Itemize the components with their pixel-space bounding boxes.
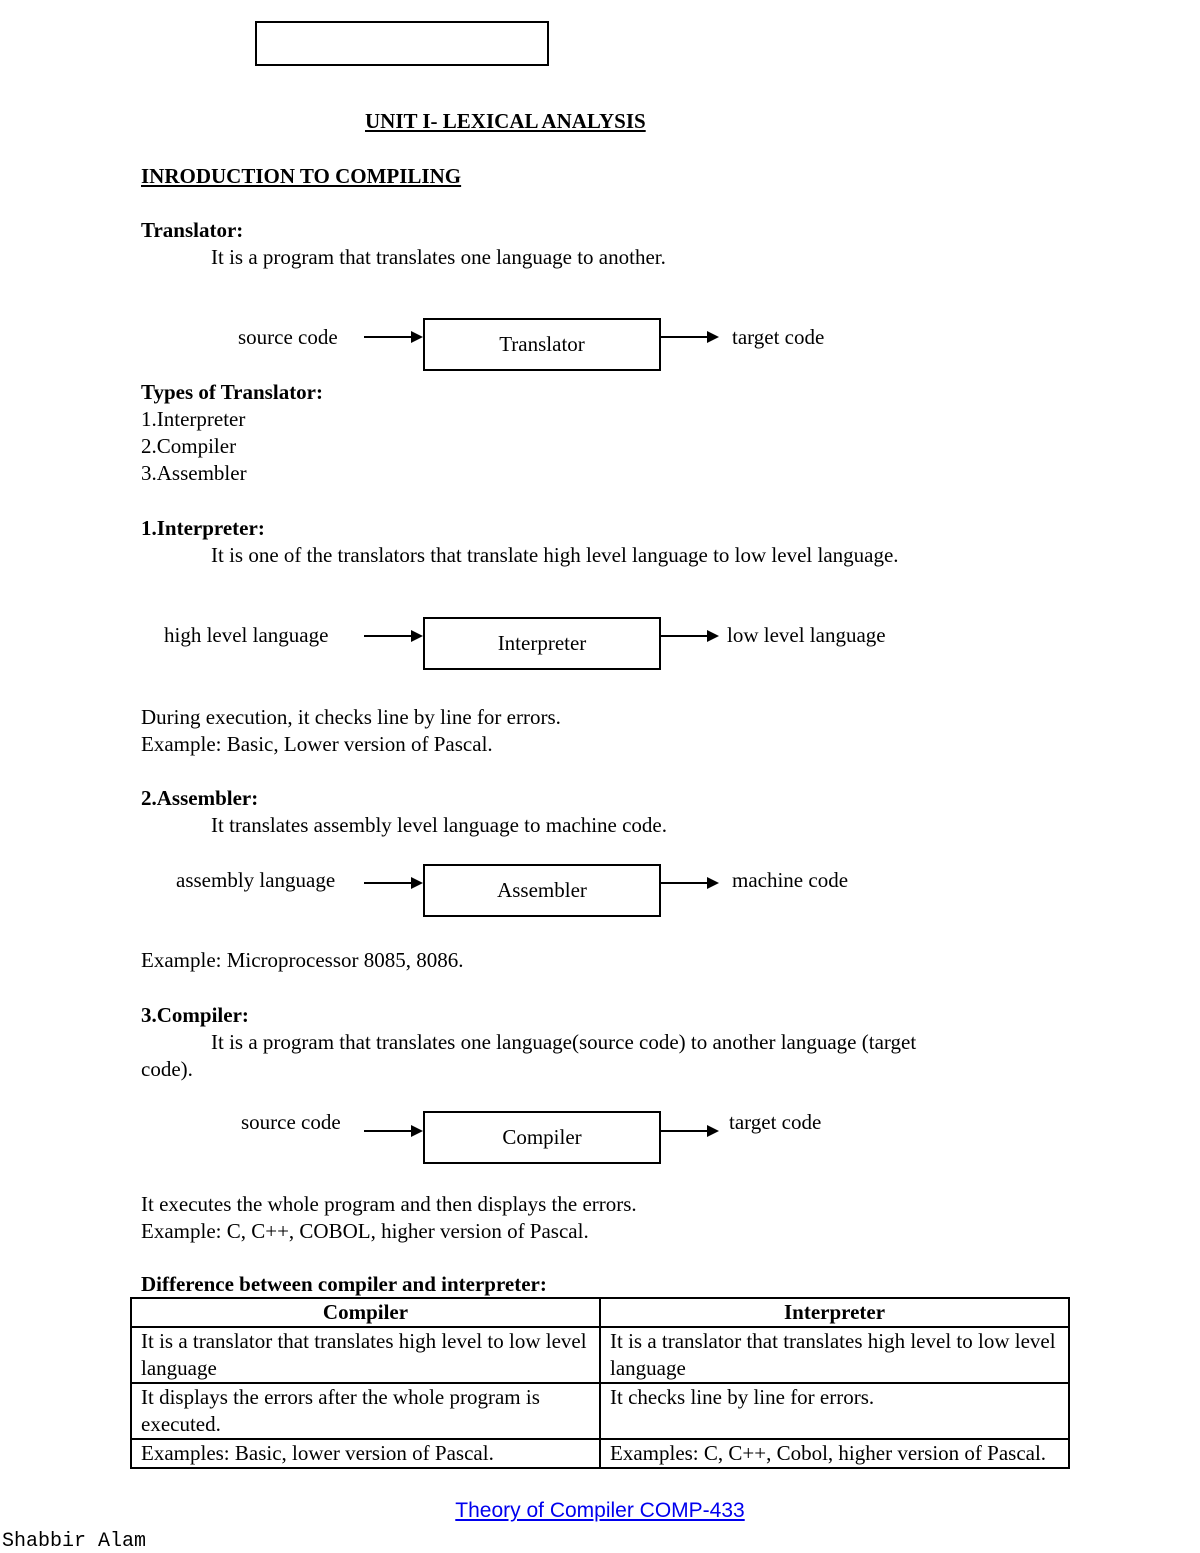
- header-blank-box: [255, 21, 549, 66]
- compiler-box: Compiler: [423, 1111, 661, 1164]
- types-item: 2.Compiler: [141, 434, 237, 458]
- unit-title: UNIT I- LEXICAL ANALYSIS: [365, 109, 646, 133]
- arrow-head: [411, 331, 423, 343]
- table-header-row: [131, 1298, 1069, 1327]
- arrow-head: [707, 630, 719, 642]
- table-row: [131, 1439, 1069, 1468]
- compiler-example: Example: C, C++, COBOL, higher version of Pascal.: [141, 1219, 589, 1243]
- arrow-line: [660, 635, 708, 637]
- arrow-line: [660, 882, 708, 884]
- interpreter-box: Interpreter: [423, 617, 661, 670]
- types-item: 3.Assembler: [141, 461, 247, 485]
- arrow-head: [707, 331, 719, 343]
- column-header-interpreter: Interpreter: [600, 1298, 1069, 1327]
- arrow-line: [364, 336, 412, 338]
- arrow-head: [411, 1125, 423, 1137]
- compiler-definition-continued: code).: [141, 1057, 193, 1081]
- translator-box: Translator: [423, 318, 661, 371]
- compiler-definition: It is a program that translates one language(source code) to another language (target: [211, 1030, 917, 1054]
- translator-definition: It is a program that translates one language to another.: [211, 245, 666, 269]
- interpreter-note: During execution, it checks line by line for errors.: [141, 705, 561, 729]
- types-heading: Types of Translator:: [141, 380, 323, 404]
- table-cell: Examples: C, C++, Cobol, higher version of Pascal.: [600, 1439, 1069, 1468]
- author-name: Shabbir Alam: [2, 1530, 147, 1553]
- assembler-box: Assembler: [423, 864, 661, 917]
- diagram-output-label: machine code: [732, 868, 849, 892]
- diagram-output-label: target code: [732, 325, 825, 349]
- arrow-head: [707, 877, 719, 889]
- diagram-output-label: target code: [729, 1110, 822, 1134]
- assembler-definition: It translates assembly level language to machine code.: [211, 813, 668, 837]
- arrow-head: [411, 630, 423, 642]
- interpreter-definition: It is one of the translators that translate high level language to low level language.: [211, 543, 899, 567]
- arrow-line: [660, 336, 708, 338]
- interpreter-heading: 1.Interpreter:: [141, 516, 265, 540]
- arrow-line: [660, 1130, 708, 1132]
- course-link[interactable]: Theory of Compiler COMP-433: [455, 1499, 745, 1522]
- table-row: [131, 1383, 1069, 1439]
- arrow-line: [364, 882, 412, 884]
- section-title: INRODUCTION TO COMPILING: [141, 164, 462, 188]
- diagram-output-label: low level language: [727, 623, 886, 647]
- arrow-line: [364, 1130, 412, 1132]
- difference-heading: Difference between compiler and interpreter:: [141, 1272, 547, 1296]
- table-cell: It displays the errors after the whole program is executed.: [131, 1383, 600, 1439]
- table-row: [131, 1327, 1069, 1383]
- compiler-note: It executes the whole program and then displays the errors.: [141, 1192, 637, 1216]
- table-cell: Examples: Basic, lower version of Pascal.: [131, 1439, 600, 1468]
- table-cell: It is a translator that translates high level to low level language: [600, 1327, 1069, 1383]
- table-cell: It checks line by line for errors.: [600, 1383, 1069, 1439]
- diagram-input-label: high level language: [164, 623, 329, 647]
- arrow-line: [364, 635, 412, 637]
- difference-table: [130, 1297, 1070, 1469]
- diagram-input-label: assembly language: [176, 868, 336, 892]
- interpreter-example: Example: Basic, Lower version of Pascal.: [141, 732, 493, 756]
- arrow-head: [707, 1125, 719, 1137]
- translator-heading: Translator:: [141, 218, 244, 242]
- assembler-heading: 2.Assembler:: [141, 786, 259, 810]
- assembler-example: Example: Microprocessor 8085, 8086.: [141, 948, 464, 972]
- arrow-head: [411, 877, 423, 889]
- table-cell: It is a translator that translates high level to low level language: [131, 1327, 600, 1383]
- compiler-heading: 3.Compiler:: [141, 1003, 249, 1027]
- column-header-compiler: Compiler: [131, 1298, 600, 1327]
- diagram-input-label: source code: [238, 325, 338, 349]
- diagram-input-label: source code: [241, 1110, 341, 1134]
- types-item: 1.Interpreter: [141, 407, 246, 431]
